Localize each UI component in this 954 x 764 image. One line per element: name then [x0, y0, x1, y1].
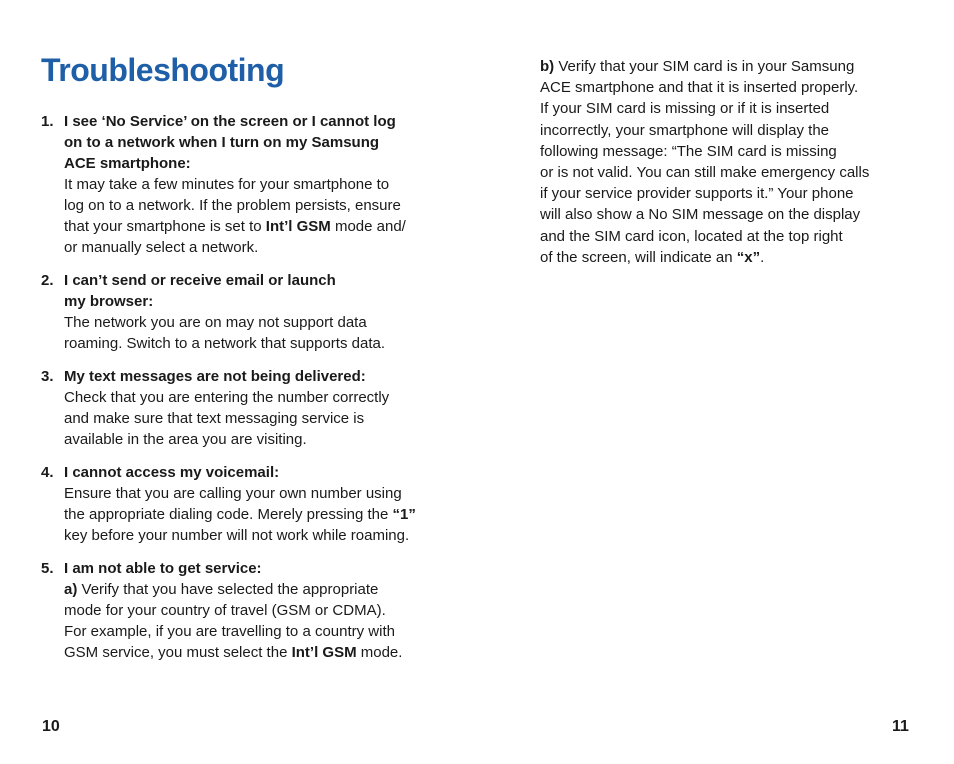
answer-line: that your smartphone is set to Int’l GSM mode and/ [64, 218, 406, 235]
page-number-right: 11 [892, 718, 909, 735]
answer-line: log on to a network. If the problem persists, ensure [64, 197, 401, 214]
list-item [41, 366, 441, 450]
mode-name: Int’l GSM [265, 218, 331, 235]
paragraph-line: or is not valid. You can still make emergency calls [540, 164, 870, 182]
paragraph-line: following message: “The SIM card is missing [540, 142, 837, 160]
answer-line: roaming. Switch to a network that supports data. [64, 335, 385, 352]
answer-line: or manually select a network. [64, 239, 259, 256]
right-column [540, 56, 900, 268]
question-line: I am not able to get service: [64, 560, 262, 577]
answer-line: and make sure that text messaging service is [64, 410, 365, 427]
question-line: my browser: [64, 293, 154, 310]
key-label: “1” [392, 506, 416, 523]
answer-line: mode for your country of travel (GSM or CDMA). [64, 602, 386, 619]
paragraph-line: will also show a No SIM message on the display [540, 206, 861, 224]
answer-line: It may take a few minutes for your smartphone to [64, 176, 390, 193]
indicator-label: “x” [736, 248, 761, 266]
answer-line: the appropriate dialing code. Merely pressing the “1” [64, 506, 416, 523]
list-item [41, 270, 441, 354]
left-column [41, 111, 441, 675]
question-line: ACE smartphone: [64, 155, 191, 172]
item-number: 1. [41, 113, 54, 130]
item-number: 2. [41, 272, 54, 289]
paragraph-line: and the SIM card icon, located at the top right [540, 227, 843, 245]
item-number: 4. [41, 464, 54, 481]
list-item [41, 558, 441, 663]
question-line: I see ‘No Service’ on the screen or I cannot log [64, 113, 396, 130]
question-line: My text messages are not being delivered: [64, 368, 366, 385]
list-item [41, 462, 441, 546]
question-line: I can’t send or receive email or launch [64, 272, 336, 289]
answer-line: The network you are on may not support data [64, 314, 367, 331]
answer-line: a) Verify that you have selected the appropriate [64, 581, 379, 598]
paragraph-line: ACE smartphone and that it is inserted properly. [540, 79, 859, 97]
answer-line: available in the area you are visiting. [64, 431, 307, 448]
question-line: on to a network when I turn on my Samsung [64, 134, 380, 151]
paragraph-line: if your service provider supports it.” Your phone [540, 185, 854, 203]
answer-line: key before your number will not work while roaming. [64, 527, 410, 544]
paragraph-line: incorrectly, your smartphone will display the [540, 121, 830, 139]
paragraph-line: b) Verify that your SIM card is in your Samsung [540, 58, 855, 75]
paragraph-line: If your SIM card is missing or if it is inserted [540, 100, 830, 118]
answer-line: Check that you are entering the number correctly [64, 389, 390, 406]
answer-line: GSM service, you must select the Int’l GSM mode. [64, 644, 403, 661]
page-title: Troubleshooting [41, 52, 285, 88]
mode-name: Int’l GSM [291, 644, 357, 661]
page-number-left: 10 [42, 718, 60, 735]
answer-line: Ensure that you are calling your own number using [64, 485, 402, 502]
item-number: 5. [41, 560, 54, 577]
sub-label: a) [64, 581, 78, 598]
item-number: 3. [41, 368, 54, 385]
list-item [41, 111, 441, 258]
sub-label: b) [540, 58, 555, 75]
paragraph-line: of the screen, will indicate an “x”. [540, 248, 765, 266]
question-line: I cannot access my voicemail: [64, 464, 280, 481]
answer-line: For example, if you are travelling to a country with [64, 623, 395, 640]
